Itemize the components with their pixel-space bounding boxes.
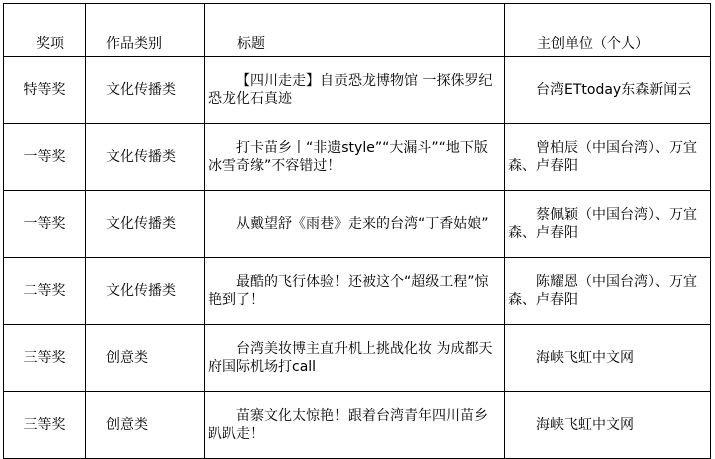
cell-unit: 海峡飞虹中文网 [505, 325, 711, 392]
cell-award: 一等奖 [4, 124, 86, 191]
cell-title: 台湾美妆博主直升机上挑战化妆 为成都天府国际机场打call [205, 325, 505, 392]
cell-category: 创意类 [86, 392, 205, 459]
cell-unit: 海峡飞虹中文网 [505, 392, 711, 459]
table-row [4, 325, 711, 392]
cell-title: 【四川走走】自贡恐龙博物馆 一探侏罗纪恐龙化石真迹 [205, 57, 505, 124]
table-row [4, 124, 711, 191]
header-award: 奖项 [4, 4, 86, 57]
cell-unit: 曾柏辰（中国台湾）、万宜森、卢春阳 [505, 124, 711, 191]
cell-category: 文化传播类 [86, 191, 205, 258]
header-title: 标题 [205, 4, 505, 57]
cell-category: 文化传播类 [86, 258, 205, 325]
cell-unit: 台湾ETtoday东森新闻云 [505, 57, 711, 124]
table-row [4, 392, 711, 459]
cell-category: 文化传播类 [86, 57, 205, 124]
awards-table [3, 3, 711, 459]
cell-category: 创意类 [86, 325, 205, 392]
cell-title: 苗寨文化太惊艳！跟着台湾青年四川苗乡趴趴走！ [205, 392, 505, 459]
cell-category: 文化传播类 [86, 124, 205, 191]
cell-unit: 蔡佩颖（中国台湾）、万宜森、卢春阳 [505, 191, 711, 258]
cell-title: 最酷的飞行体验！还被这个“超级工程”惊艳到了！ [205, 258, 505, 325]
header-category: 作品类别 [86, 4, 205, 57]
table-header-row [4, 4, 711, 57]
cell-award: 一等奖 [4, 191, 86, 258]
cell-title: 打卡苗乡丨“非遗style”“大漏斗”“地下版冰雪奇缘”不容错过！ [205, 124, 505, 191]
cell-unit: 陈耀恩（中国台湾）、万宜森、卢春阳 [505, 258, 711, 325]
cell-award: 三等奖 [4, 325, 86, 392]
table-row [4, 57, 711, 124]
cell-award: 二等奖 [4, 258, 86, 325]
table-row [4, 258, 711, 325]
cell-title: 从戴望舒《雨巷》走来的台湾“丁香姑娘” [205, 191, 505, 258]
cell-award: 三等奖 [4, 392, 86, 459]
table-row [4, 191, 711, 258]
cell-award: 特等奖 [4, 57, 86, 124]
header-unit: 主创单位（个人） [505, 4, 711, 57]
